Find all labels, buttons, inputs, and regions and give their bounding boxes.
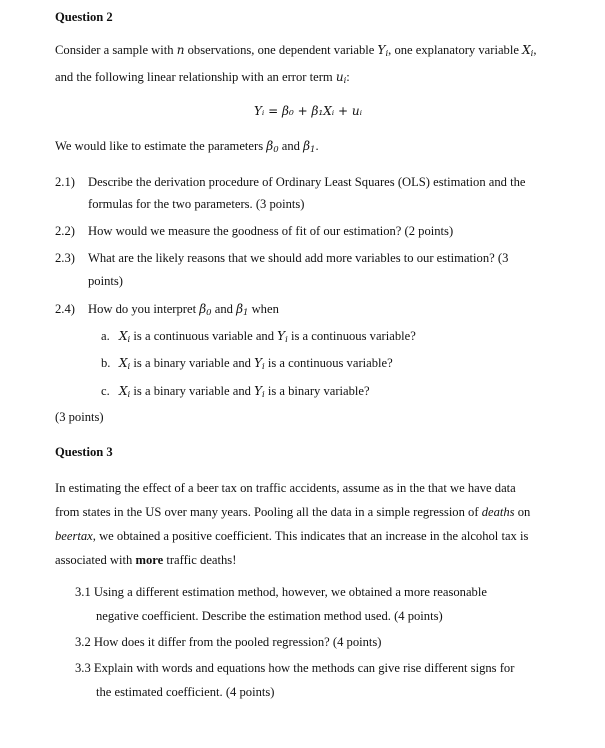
question-3-heading: Question 3 xyxy=(55,445,113,459)
q3-para-line-4 xyxy=(55,553,236,568)
beta-1: $\beta_1$ xyxy=(303,139,316,155)
subitem-b-mid: is a binary variable and xyxy=(130,356,255,370)
q3-para-line4-text: associated with xyxy=(55,553,136,567)
beta-0: $\beta_0$ xyxy=(199,302,212,318)
q2-intro-text-a: Consider a sample with xyxy=(55,43,177,57)
q2-item-2-3-line1: What are the likely reasons that we should add more variables to our estimation? (3 xyxy=(88,251,509,265)
q3-para-line2-end: on xyxy=(514,505,531,519)
subitem-letter: b. xyxy=(101,356,111,370)
q2-intro-text-d: , xyxy=(533,43,537,57)
term-beertax: beertax xyxy=(55,529,93,543)
q2-item-2-1-line1: Describe the derivation procedure of Ordinary Least Squares (OLS) estimation and the xyxy=(88,175,526,189)
subitem-c-mid: is a binary variable and xyxy=(130,384,255,398)
var-xi: $X_i$ xyxy=(119,329,131,345)
var-ui: $u_i$ xyxy=(335,70,347,86)
q3-item-3-1-line1: 3.1 Using a different estimation method, however, we obtained a more reasonable xyxy=(75,585,487,599)
q2-item-number: 2.3) xyxy=(55,251,75,265)
regression-equation: Yᵢ = β₀ + β₁Xᵢ + uᵢ xyxy=(254,104,362,118)
q2-estimate-and: and xyxy=(278,139,304,153)
q3-item-3-3-line2: the estimated coefficient. (4 points) xyxy=(96,685,275,699)
q2-item-2-2-line1: How would we measure the goodness of fit of our estimation? (2 points) xyxy=(88,224,454,238)
subitem-c-text xyxy=(119,384,370,399)
subitem-b-text xyxy=(119,356,393,371)
q2-intro-line2-text: and the following linear relationship with an error term xyxy=(55,70,336,84)
subitem-a-text xyxy=(119,329,416,344)
q2-item-2-4-text: How do you interpret xyxy=(88,302,200,316)
question-2-heading: Question 2 xyxy=(55,10,113,24)
q2-item-number: 2.2) xyxy=(55,224,75,238)
var-xi: $X_i$ xyxy=(119,356,131,372)
q3-item-3-3-line1: 3.3 Explain with words and equations how the methods can give rise different signs for xyxy=(75,661,515,675)
var-yi: $Y_i$ xyxy=(254,384,265,400)
q2-item-2-1-line2: formulas for the two parameters. (3 points) xyxy=(88,197,305,211)
q2-item-2-4-end: when xyxy=(248,302,279,316)
q2-item-2-3-line2: points) xyxy=(88,274,123,288)
q2-item-2-4-and: and xyxy=(211,302,237,316)
q2-estimate-end: . xyxy=(315,139,319,153)
beta-0: $\beta_0$ xyxy=(266,139,279,155)
subitem-letter: a. xyxy=(101,329,110,343)
var-yi: $Y_i$ xyxy=(277,329,288,345)
q2-intro-line-1 xyxy=(55,43,537,58)
q2-intro-text-c: , one explanatory variable xyxy=(388,43,523,57)
q2-item-number: 2.4) xyxy=(55,302,75,316)
var-xi: $X_i$ xyxy=(522,43,534,59)
q3-para-line3-text: , we obtained a positive coefficient. This indicates that an increase in the alcohol tax is xyxy=(92,529,529,543)
q2-estimate-text: We would like to estimate the parameters xyxy=(55,139,267,153)
var-n: n xyxy=(176,43,185,57)
q2-item-2-4-line1 xyxy=(88,302,279,317)
term-deaths: deaths xyxy=(481,505,515,519)
q2-item-number: 2.1) xyxy=(55,175,75,189)
q3-para-line4-end: traffic deaths! xyxy=(163,553,237,567)
beta-1: $\beta_1$ xyxy=(236,302,249,318)
q3-item-3-1-line2: negative coefficient. Describe the estimation method used. (4 points) xyxy=(96,609,443,623)
q3-para-line-2 xyxy=(55,505,530,520)
term-more: more xyxy=(135,553,164,567)
subitem-letter: c. xyxy=(101,384,110,398)
q3-para-line-1: In estimating the effect of a beer tax on traffic accidents, assume as in the that we have data xyxy=(55,481,516,495)
subitem-a-mid: is a continuous variable and xyxy=(130,329,278,343)
var-xi: $X_i$ xyxy=(119,384,131,400)
q2-intro-text-b: observations, one dependent variable xyxy=(184,43,378,57)
subitem-b-end: is a continuous variable? xyxy=(264,356,393,370)
subitem-c-end: is a binary variable? xyxy=(264,384,370,398)
var-yi: $Y_i$ xyxy=(377,43,389,59)
q3-item-3-2-line1: 3.2 How does it differ from the pooled regression? (4 points) xyxy=(75,635,382,649)
q2-intro-line2-end: : xyxy=(346,70,350,84)
q3-para-line2-text: from states in the US over many years. Pooling all the data in a simple regression of xyxy=(55,505,482,519)
q2-estimate-line xyxy=(55,139,319,154)
var-yi: $Y_i$ xyxy=(254,356,265,372)
q2-points-note: (3 points) xyxy=(55,410,104,424)
q3-para-line-3 xyxy=(55,529,528,544)
q2-intro-line-2 xyxy=(55,70,350,85)
subitem-a-end: is a continuous variable? xyxy=(287,329,416,343)
